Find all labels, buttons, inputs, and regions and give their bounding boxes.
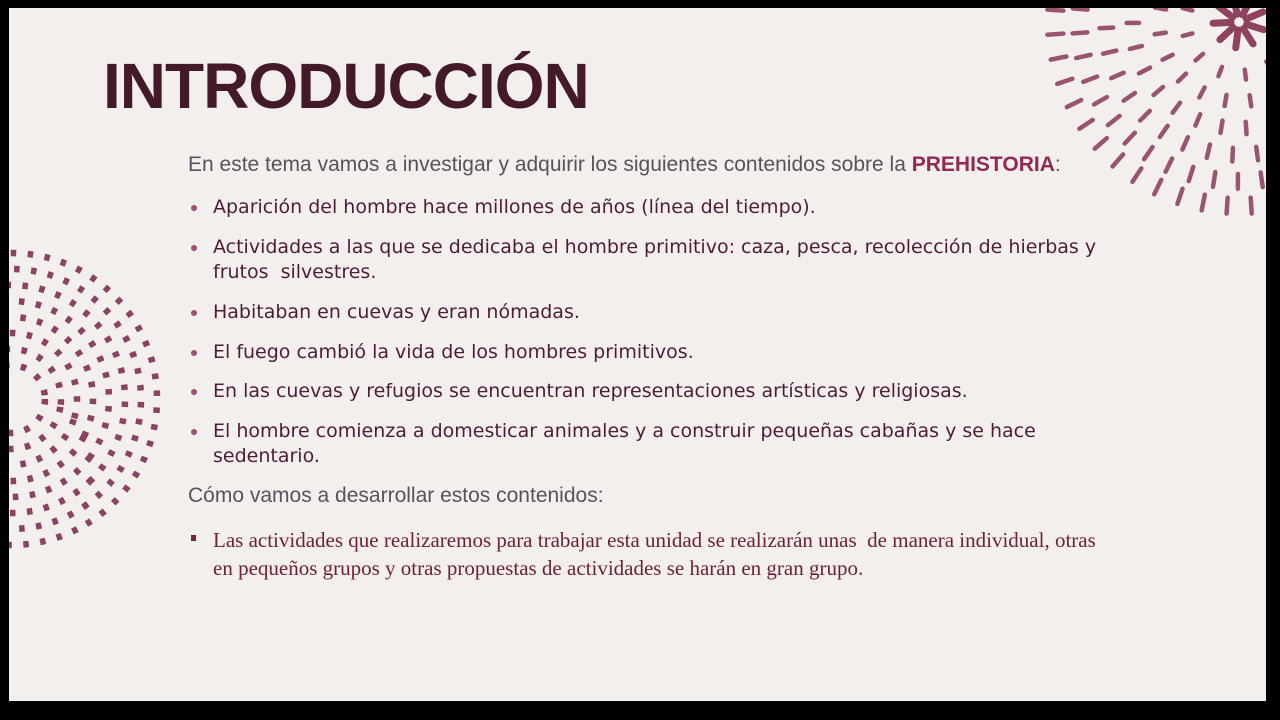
bullet-item [188,235,1138,286]
bullet-text: El fuego cambió la vida de los hombres primitivos. [213,340,694,363]
intro-paragraph [188,153,1198,177]
bullet-text: En las cuevas y refugios se encuentran representaciones artísticas y religiosas. [213,380,968,403]
bullet-text: Aparición del hombre hace millones de años (línea del tiempo). [213,196,816,218]
slide-body [9,153,1266,583]
subheading: Cómo vamos a desarrollar estos contenidos: [188,484,604,508]
prehistoria-highlight: PREHISTORIA [911,153,1055,176]
presentation-slide [9,8,1266,701]
bullet-marker-icon [191,535,196,541]
bullet-item [188,300,1138,326]
method-bullet-list [188,526,1118,583]
bullet-marker-icon [191,350,197,356]
method-bullet-text: Las actividades que realizaremos para trabajar esta unidad se realizarán unas de manera individual, otras en pequeños grupos y otras propuestas de actividades se harán en gran grupo. [213,528,1102,581]
bullet-item [188,419,1138,470]
bullet-marker-icon [191,310,197,316]
bullet-text: Actividades a las que se dedicaba el hombre primitivo: caza, pesca, recolección de hierbas y frutos silvestres. [213,235,1109,284]
bullet-marker-icon [191,429,197,435]
method-bullet-item [188,526,1118,583]
bullet-marker-icon [191,389,197,395]
slide-title: INTRODUCCIÓN [103,50,589,122]
bullet-marker-icon [191,205,197,211]
bullet-item [188,195,1138,221]
bullet-marker-icon [191,245,197,251]
intro-text-after: : [1054,153,1061,176]
bullet-item [188,340,1138,366]
intro-text-before: En este tema vamos a investigar y adquirir los siguientes contenidos sobre la [188,153,912,176]
bullet-text: Habitaban en cuevas y eran nómadas. [213,300,580,323]
bullet-item [188,379,1138,405]
bullet-text: El hombre comienza a domesticar animales y a construir pequeñas cabañas y se hace sedentario. [213,419,1042,468]
content-bullet-list [188,195,1138,470]
